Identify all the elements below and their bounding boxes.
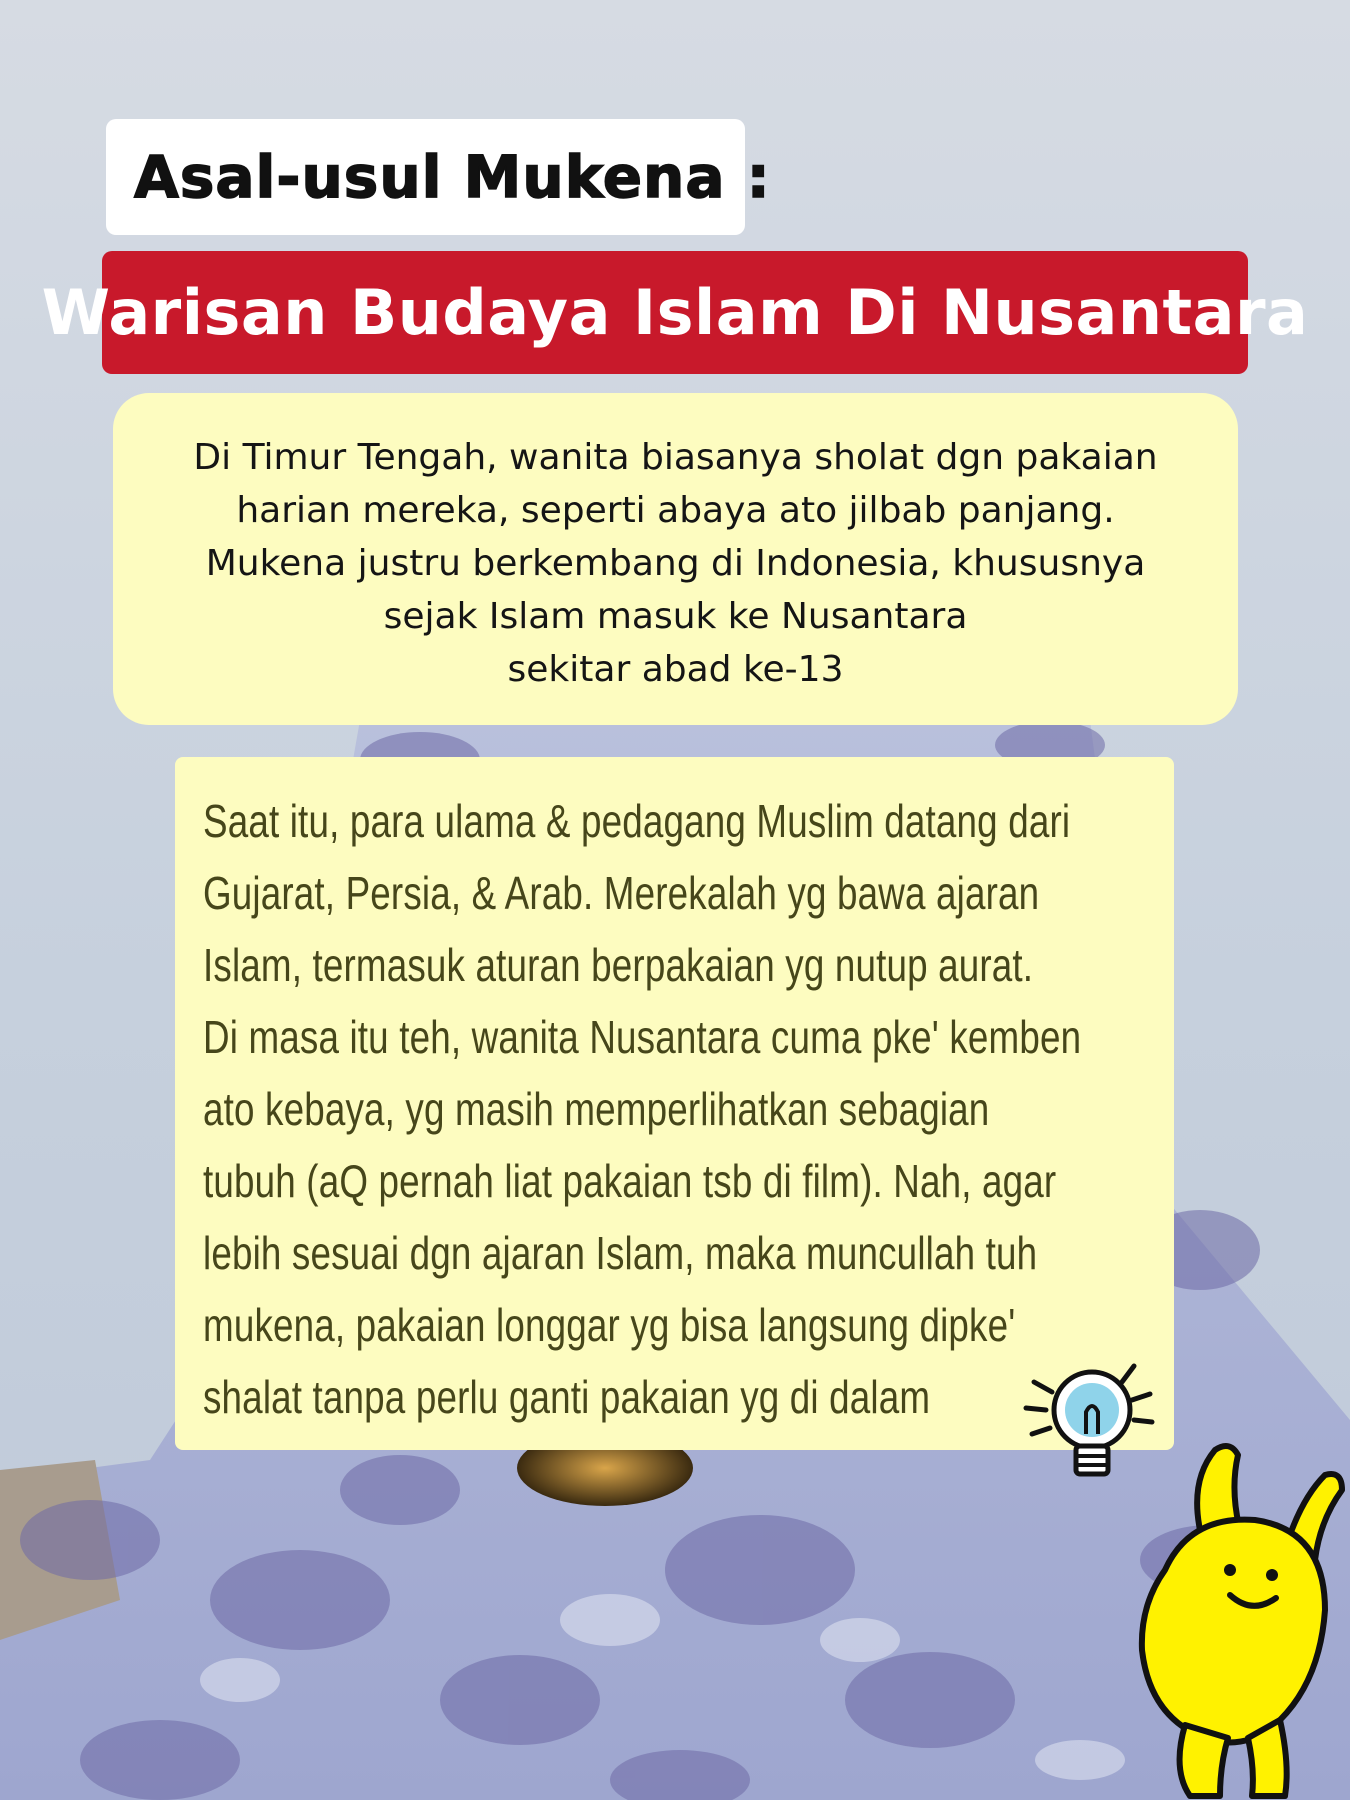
- intro-card: [113, 393, 1238, 725]
- page-subtitle: Warisan Budaya Islam Di Nusantara: [41, 276, 1309, 349]
- intro-line: sekitar abad ke-13: [507, 649, 844, 690]
- yellow-mascot-icon: [1080, 1420, 1350, 1800]
- body-line: Di masa itu teh, wanita Nusantara cuma pke' kemben: [203, 1011, 1082, 1063]
- intro-line: Mukena justru berkembang di Indonesia, khususnya: [205, 543, 1146, 584]
- intro-line: harian mereka, seperti abaya ato jilbab panjang.: [236, 490, 1115, 531]
- body-line: Saat itu, para ulama & pedagang Muslim datang dari: [203, 795, 1071, 847]
- body-line: lebih sesuai dgn ajaran Islam, maka muncullah tuh: [203, 1227, 1038, 1279]
- subtitle-banner: [41, 251, 1309, 374]
- intro-line: Di Timur Tengah, wanita biasanya sholat dgn pakaian: [193, 437, 1158, 478]
- body-line: tubuh (aQ pernah liat pakaian tsb di film). Nah, agar: [203, 1155, 1057, 1207]
- body-line: ato kebaya, yg masih memperlihatkan sebagian: [203, 1083, 990, 1135]
- body-line: Gujarat, Persia, & Arab. Merekalah yg bawa ajaran: [203, 867, 1040, 919]
- page-title: Asal-usul Mukena :: [134, 143, 771, 211]
- intro-line: sejak Islam masuk ke Nusantara: [383, 596, 968, 637]
- body-line: mukena, pakaian longgar yg bisa langsung dipke': [203, 1299, 1016, 1351]
- body-line: Islam, termasuk aturan berpakaian yg nutup aurat.: [203, 939, 1034, 991]
- title-label: [106, 119, 771, 235]
- body-line: shalat tanpa perlu ganti pakaian yg di dalam: [203, 1371, 931, 1423]
